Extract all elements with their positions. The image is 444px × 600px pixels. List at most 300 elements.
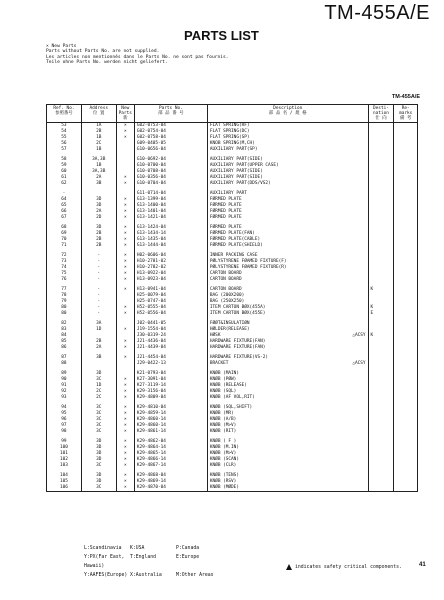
new-parts-cell: × [116,377,134,383]
new-parts-cell: × [116,253,134,259]
new-parts-cell: × [116,243,134,249]
parts-no-cell: G10-0704-04 [134,181,207,187]
header-address: Address 位 置 [81,105,116,123]
ref-cell: 65 [47,203,82,209]
ref-cell: 95 [47,411,82,417]
description-text: HØSK [209,333,221,338]
address-cell: 2A [81,345,116,351]
description-cell [207,485,368,492]
parts-no-cell: K29-4861-14 [134,429,207,435]
ref-cell: 72 [47,253,82,259]
new-parts-cell: × [116,327,134,333]
address-cell: 3C [81,417,116,423]
legend-item: L:Scandinavia [84,546,122,551]
description-text: AUXILIARY PART(UPPER CASE) [209,163,279,168]
address-cell: 2A [81,209,116,215]
ref-cell: 61 [47,175,82,181]
ref-cell: 56 [47,141,82,147]
description-text: FLAT SPRING(DC) [209,129,250,134]
address-cell: 2B [81,129,116,135]
ref-cell: 69 [47,231,82,237]
ref-cell: 70 [47,237,82,243]
legend-item: Y:AAFES(Europe) [84,573,128,578]
safety-note-text: indicates safety critical components. [295,564,402,570]
ref-cell: 76 [47,277,82,283]
new-parts-cell: × [116,451,134,457]
address-cell: 2A [81,175,116,181]
ref-cell: 102 [47,457,82,463]
parts-no-cell: G13-1444-04 [134,243,207,249]
new-parts-cell: × [116,215,134,221]
address-cell: 2B [81,231,116,237]
address-cell: 3A [81,321,116,327]
description-text: KNØB (MAIN) [209,371,239,376]
description-text: KNØB (SQL) [209,389,237,394]
new-parts-cell: × [116,259,134,265]
new-parts-cell: × [116,311,134,317]
description-text: KNØB (AF VOL,RIT) [209,395,255,400]
new-parts-cell: × [116,417,134,423]
address-cell: 3A,3B [81,157,116,163]
description-text: AUXILIARY PART(SP) [209,147,258,152]
destination-legend [84,544,222,580]
address-cell: 3C [81,485,116,492]
legend-item: T:England [130,555,156,560]
description-text: ITEM CARTON BØX(455A) [209,305,266,310]
parts-no-cell: H13-0941-04 [134,287,207,293]
parts-no-cell: H25-0747-04 [134,299,207,305]
ref-cell: 73 [47,259,82,265]
new-parts-cell: × [116,181,134,187]
description-text: KNOB SPRING(M,CH) [209,141,255,146]
description-text: FLAT SPRING(RF) [209,123,250,128]
parts-no-cell: G13-1400-04 [134,203,207,209]
new-parts-cell: × [116,237,134,243]
description-text: PØLYSTYRENE FØAMED FIXTURE(F) [209,259,287,264]
address-cell: - [81,299,116,305]
new-parts-cell: × [116,411,134,417]
destination-cell [368,485,394,492]
description-text: KNØB (M>V) [209,423,237,428]
address-cell: 1D [81,383,116,389]
description-text: KNØB ( F ) [209,439,237,444]
new-parts-cell: × [116,287,134,293]
ref-cell: 74 [47,265,82,271]
table-header-row [47,105,418,123]
parts-no-cell: G13-1399-04 [134,197,207,203]
ref-cell: 80 [47,311,82,317]
ref-cell: 58 [47,157,82,163]
description-text: KNØB (MØDE) [209,485,239,490]
address-cell: 1B [81,147,116,153]
parts-no-cell: K29-4866-14 [134,457,207,463]
description-text: FØRMED PLATE(CABLE) [209,237,261,242]
ref-cell: 86 [47,345,82,351]
description-text: FØRMED PLATE [209,225,242,230]
ref-cell: 68 [47,225,82,231]
ref-cell: 53 [47,123,82,130]
ref-cell: - [47,191,82,197]
description-text: KNØB (RIT) [209,429,237,434]
parts-no-cell: J02-0441-05 [134,321,207,327]
remarks-cell [394,485,418,492]
ref-cell: 87 [47,355,82,361]
new-parts-cell: × [116,405,134,411]
parts-no-cell: G13-1424-04 [134,225,207,231]
ref-cell: 78 [47,293,82,299]
legend-item: M:Other Areas [176,573,214,578]
parts-no-cell: K27-3091-04 [134,377,207,383]
description-text: FØRMED PLATE [209,203,242,208]
legend-item: P:Canada [176,546,200,551]
parts-no-cell: H13-0922-04 [134,271,207,277]
ref-cell: 98 [47,429,82,435]
note-line: Teile ohne Parts No. werden nicht geliefert. [46,59,168,65]
ref-cell: 97 [47,423,82,429]
parts-no-cell: G02-0754-04 [134,129,207,135]
new-parts-cell: × [116,383,134,389]
legend-item: X:Australia [130,573,162,578]
new-parts-cell: × [116,395,134,401]
new-parts-cell: × [116,203,134,209]
description-text: KNØB (SQL,SHIFT) [209,405,253,410]
address-cell: 1A [81,123,116,130]
ref-cell: 54 [47,129,82,135]
address-cell: 1B [81,135,116,141]
address-cell: - [81,287,116,293]
new-parts-cell: × [116,473,134,479]
address-cell: 3C [81,377,116,383]
parts-no-cell: K29-4809-04 [134,395,207,401]
description-text: FØRMED PLATE(FAN) [209,231,255,236]
new-parts-cell: × [116,225,134,231]
description-text: HARDWARE FIXTURE(FAN) [209,339,266,344]
header-destination: Desti-nation 仕 向 [368,105,394,123]
parts-no-cell: J30-0319-24 [134,333,207,339]
address-cell: 2B [81,237,116,243]
parts-no-cell: H10-2782-02 [134,265,207,271]
ref-cell: 66 [47,209,82,215]
description-text: KNØB (MR) [209,411,234,416]
parts-no-cell: G10-0356-04 [134,175,207,181]
description-text: KNØB (SCAN) [209,457,239,462]
address-cell: 3D [81,225,116,231]
ref-cell: 85 [47,339,82,345]
address-cell: 2B [81,243,116,249]
description-text: AUXILIARY PART(DDS/VS2) [209,181,271,186]
address-cell: - [81,271,116,277]
new-parts-cell: × [116,463,134,469]
description-text: INNER PACKING CASE [209,253,258,258]
note-line: Les articles non mentionnés dans le Parts No. ne sont pas fournis. [46,54,229,60]
safety-note [286,564,402,570]
ref-cell: 89 [47,371,82,377]
ref-cell: 75 [47,271,82,277]
header-remarks: Re-marks 備 考 [394,105,418,123]
parts-no-cell: H52-0555-04 [134,305,207,311]
new-parts-cell: × [116,231,134,237]
address-cell: - [81,311,116,317]
ref-cell: 99 [47,439,82,445]
parts-no-cell: G10-0708-04 [134,169,207,175]
address-cell: 3D [81,371,116,377]
new-parts-cell: × [116,479,134,485]
parts-no-cell: K21-0793-04 [134,371,207,377]
destination-cell: K [368,333,394,339]
description-text: KNØB (RELEASE) [209,383,247,388]
address-cell: 1B [81,163,116,169]
description-note: △ACSY [352,361,366,366]
description-text: FØRMED PLATE [209,197,242,202]
destination-cell: K [368,287,394,293]
description-text: AUXILIARY PART [209,191,247,196]
parts-no-cell: K27-3119-14 [134,383,207,389]
parts-no-cell: K29-3156-04 [134,389,207,395]
new-parts-cell: × [116,175,134,181]
model-heading: TM-455A/E [324,2,430,24]
description-note: △ACSY [352,333,366,338]
parts-no-cell: K29-4860-14 [134,423,207,429]
ref-cell: 92 [47,389,82,395]
address-cell: 3D [81,473,116,479]
new-parts-cell: × [116,457,134,463]
description-text: KNØB (TENS) [209,473,239,478]
description-text: ITEM CARTON BØX(455E) [209,311,266,316]
description-text: AUXILIARY PART(SIDE) [209,175,263,180]
address-cell: 3C [81,423,116,429]
address-cell: 1D [81,327,116,333]
description-text: KNØB (PØW) [209,377,237,382]
description-text: FØRMED PLATE [209,215,242,220]
ref-cell: 84 [47,333,82,339]
ref-cell: 55 [47,135,82,141]
address-cell: 3C [81,463,116,469]
address-cell: - [81,305,116,311]
parts-no-cell: J21-4454-04 [134,355,207,361]
ref-cell: 103 [47,463,82,469]
new-parts-cell: × [116,389,134,395]
address-cell: 2C [81,141,116,147]
address-cell: 3D [81,457,116,463]
parts-no-cell: G02-0753-04 [134,123,207,130]
ref-cell: 88 [47,361,82,367]
destination-cell: E [368,311,394,317]
description-text: KNØB (RSV) [209,479,237,484]
table-row [47,485,418,492]
parts-no-cell: H13-0923-04 [134,277,207,283]
destination-cell: K [368,305,394,311]
parts-no-cell: G13-1401-04 [134,209,207,215]
ref-cell: 100 [47,445,82,451]
header-parts-no: Parts No. 部 品 番 号 [134,105,207,123]
ref-cell: 106 [47,485,82,492]
legend-row [84,544,222,553]
description-text: HØLDER(RELEASE) [209,327,250,332]
parts-no-cell: K29-4865-14 [134,451,207,457]
parts-no-cell: H52-0556-04 [134,311,207,317]
address-cell: 3C [81,429,116,435]
ref-cell: 83 [47,327,82,333]
new-parts-cell: × [116,355,134,361]
ref-cell: 96 [47,417,82,423]
parts-no-cell: G13-1434-14 [134,231,207,237]
parts-no-cell: J21-4436-04 [134,339,207,345]
parts-no-cell: G11-0714-04 [134,191,207,197]
address-cell: - [81,293,116,299]
address-cell: - [81,265,116,271]
address-cell: - [81,259,116,265]
new-parts-cell: × [116,445,134,451]
new-parts-cell: × [116,423,134,429]
ref-cell: 101 [47,451,82,457]
parts-no-cell: K29-4870-04 [134,485,207,492]
ref-cell: 94 [47,405,82,411]
parts-no-cell: H25-0079-04 [134,293,207,299]
legend-row [84,553,222,571]
description-text: CARTON BOARD [209,277,242,282]
parts-no-cell: G13-1421-04 [134,215,207,221]
address-cell: 3D [81,479,116,485]
address-cell: 3A,3B [81,169,116,175]
parts-table-body [47,123,418,492]
ref-cell: 104 [47,473,82,479]
address-cell: 2C [81,389,116,395]
description-text: AUXILIARY PART(SIDE) [209,169,263,174]
notes-block [46,44,229,65]
parts-no-cell: K29-4869-14 [134,479,207,485]
address-cell: 2B [81,339,116,345]
page-number: 41 [419,562,426,568]
parts-no-cell: K29-4859-14 [134,411,207,417]
ref-cell: 80 [47,305,82,311]
parts-no-cell: G10-0692-04 [134,157,207,163]
parts-no-cell: J21-4439-04 [134,345,207,351]
parts-table [46,104,418,492]
header-ref: Ref. No. 参照番号 [47,105,82,123]
new-parts-cell: × [116,345,134,351]
new-parts-cell: × [116,439,134,445]
parts-no-cell: K29-4862-04 [134,439,207,445]
parts-no-cell: K29-4867-14 [134,463,207,469]
new-parts-cell: × [116,305,134,311]
new-parts-cell: × [116,271,134,277]
new-parts-cell: × [116,277,134,283]
new-parts-cell: × [116,265,134,271]
description-text: KNØB (CLR) [209,463,237,468]
new-parts-cell: × [116,429,134,435]
address-cell: 2C [81,395,116,401]
warning-triangle-icon [286,564,292,570]
new-parts-cell: × [116,197,134,203]
new-parts-cell: × [116,129,134,135]
address-cell: 3D [81,197,116,203]
description-text: BRACKET [209,361,229,366]
ref-cell: 57 [47,147,82,153]
ref-cell: 62 [47,181,82,187]
description-text: BAG (250X250) [209,299,245,304]
address-cell: 3C [81,411,116,417]
address-cell: 3D [81,445,116,451]
parts-no-cell: K29-4810-04 [134,405,207,411]
parts-no-cell: H02-0606-04 [134,253,207,259]
ref-cell: 91 [47,383,82,389]
legend-item: Y:PX(Far East, Hawaii) [84,555,125,569]
address-cell: 3D [81,203,116,209]
table-model-label: TM-455A/E [391,94,420,100]
address-cell: 2D [81,215,116,221]
description-text: HARDWARE FIXTURE(FAN) [209,345,266,350]
parts-no-cell: G13-1435-04 [134,237,207,243]
address-cell: 3B [81,355,116,361]
parts-no-cell: K29-4860-14 [134,417,207,423]
ref-cell: 105 [47,479,82,485]
description-text: PØLYSTYRENE FØAMED FIXTURE(R) [209,265,287,270]
ref-cell: 60 [47,169,82,175]
address-cell: 3C [81,405,116,411]
description-text: AUXILIARY PART(SIDE) [209,157,263,162]
legend-row [84,571,222,580]
description-text: FØRMED PLATE(SHIELD) [209,243,263,248]
ref-cell: 93 [47,395,82,401]
address-cell: 3D [81,451,116,457]
ref-cell: 90 [47,377,82,383]
parts-no-cell: J19-1554-04 [134,327,207,333]
note-line: × New Parts [46,44,77,49]
ref-cell: 71 [47,243,82,249]
ref-cell: 67 [47,215,82,221]
parts-no-cell: K29-4864-14 [134,445,207,451]
description-text: KNØB (M.IN) [209,445,239,450]
note-line: Parts without Parts No. are not supplied. [46,49,160,55]
header-description: Description 部 品 名 / 規 格 [207,105,368,123]
new-parts-cell: × [116,339,134,345]
page-title: PARTS LIST [184,28,259,43]
new-parts-cell: × [116,485,134,492]
parts-no-cell: G02-0758-04 [134,135,207,141]
new-parts-cell: × [116,123,134,130]
address-cell: - [81,277,116,283]
legend-item: E:Europe [176,555,200,560]
address-cell: - [81,253,116,259]
new-parts-cell: × [116,209,134,215]
header-new-parts: New Parts 新 [116,105,134,123]
description-text: FØRMED PLATE [209,209,242,214]
parts-no-cell: J29-0422-13 [134,361,207,367]
description-text: FØØT&INSULATIØN [209,321,250,326]
parts-no-cell: H10-2781-02 [134,259,207,265]
ref-cell: 82 [47,321,82,327]
description-text: CARTON BOARD [209,271,242,276]
ref-cell: 59 [47,163,82,169]
description-text: HARDWARE FIXTURE(VS-2) [209,355,269,360]
description-text: BAG (200X200) [209,293,245,298]
new-parts-cell: × [116,135,134,141]
description-text: CARTON BOARD [209,287,242,292]
parts-no-cell: G09-0405-05 [134,141,207,147]
legend-item: K:USA [130,546,145,551]
description-text: KNØB (A/B) [209,417,237,422]
description-text: KNØB (M>V) [209,451,237,456]
parts-no-cell: G10-0656-04 [134,147,207,153]
parts-no-cell: K29-4868-04 [134,473,207,479]
address-cell: 3B [81,181,116,187]
ref-cell: 79 [47,299,82,305]
description-text: FLAT SPRING(SP) [209,135,250,140]
parts-no-cell: G10-0700-04 [134,163,207,169]
ref-cell: 64 [47,197,82,203]
ref-cell: 77 [47,287,82,293]
address-cell: 3D [81,439,116,445]
